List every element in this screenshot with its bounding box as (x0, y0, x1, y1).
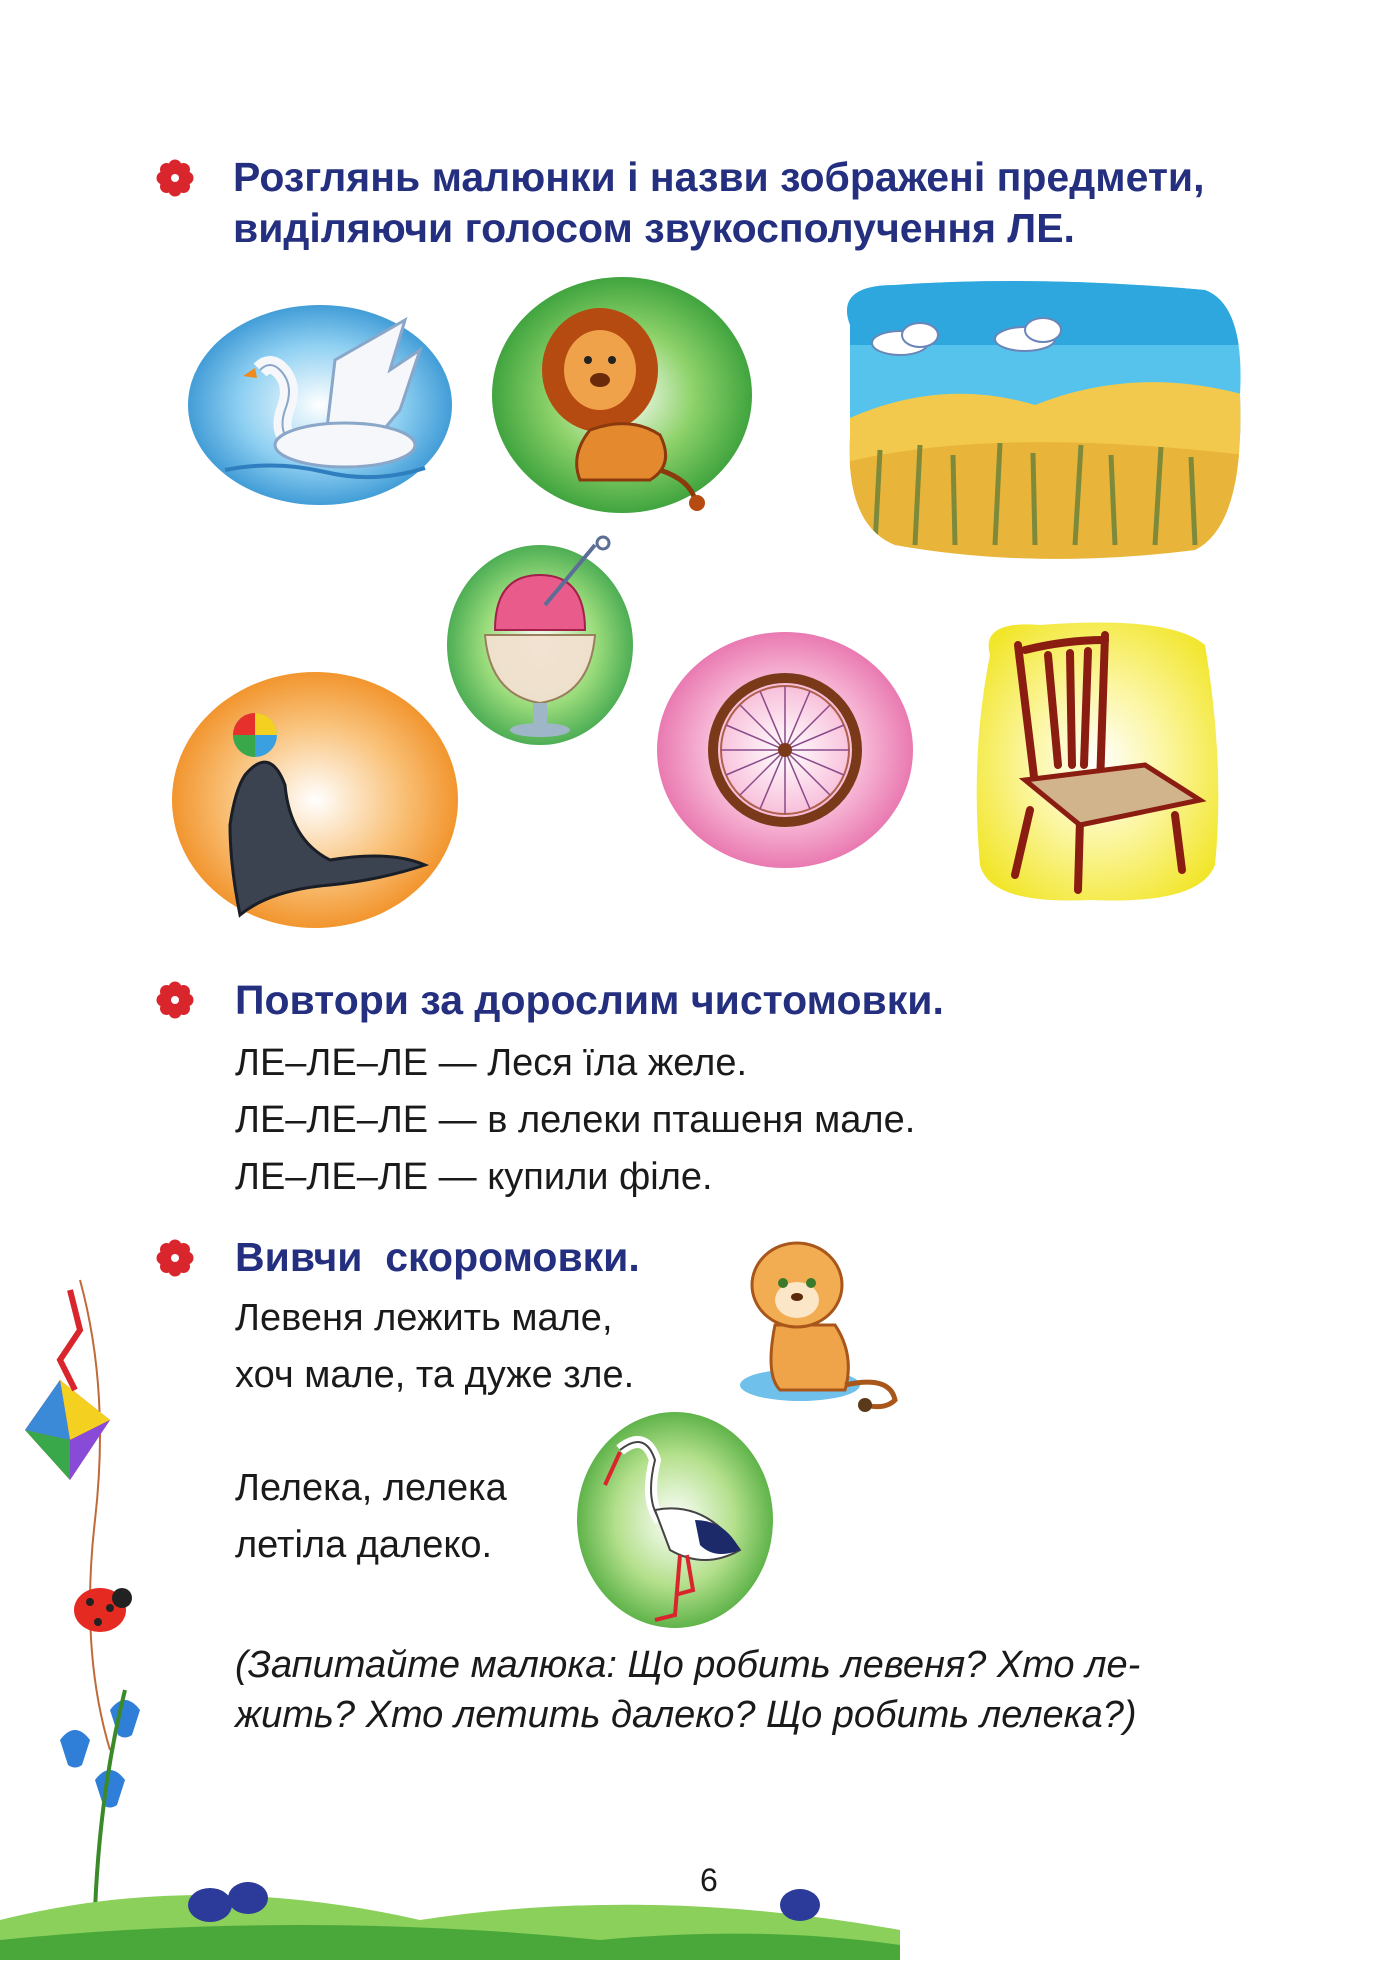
instruction-line-1: Розглянь малюнки і назви зображені предмети, (233, 154, 1205, 200)
chair-illustration (970, 615, 1225, 905)
jelly-illustration (445, 535, 635, 745)
wheel-illustration (655, 630, 915, 870)
exercise-2-lines (235, 1035, 915, 1206)
twister-2-line-1: Лелека, лелека (235, 1467, 507, 1509)
rhyme-line-2: ЛЕ–ЛЕ–ЛЕ — в лелеки пташеня мале. (235, 1099, 916, 1141)
instruction-line-2: виділяючи голосом звукосполучення ЛЕ. (233, 205, 1075, 251)
page-number: 6 (700, 1862, 718, 1898)
exercise-1-instruction (233, 152, 1333, 254)
wheat-field-illustration (835, 275, 1245, 565)
exercise-3-title: Вивчи скоромовки. (235, 1234, 640, 1280)
decorative-border (0, 1270, 900, 1960)
swan-illustration (185, 300, 455, 510)
rhyme-line-1: ЛЕ–ЛЕ–ЛЕ — Леся їла желе. (235, 1042, 748, 1084)
note-line-1: (Запитайте малюка: Що робить левеня? Хто ле- (235, 1644, 1141, 1686)
bullet-icon (155, 980, 195, 1020)
twister-1-line-1: Левеня лежить мале, (235, 1297, 613, 1339)
exercise-2-title: Повтори за дорослим чистомовки. (235, 977, 944, 1023)
kite-icon (25, 1380, 110, 1480)
ladybug-icon (74, 1588, 132, 1632)
lion-illustration (490, 275, 755, 515)
bullet-icon (155, 158, 195, 198)
bluebell-icon (60, 1700, 140, 1808)
note-line-2: жить? Хто летить далеко? Що робить лелека?) (235, 1694, 1137, 1736)
twister-1-line-2: хоч мале, та дуже зле. (235, 1354, 635, 1396)
seal-illustration (170, 665, 460, 930)
twister-2-line-2: летіла далеко. (235, 1524, 493, 1566)
rhyme-line-3: ЛЕ–ЛЕ–ЛЕ — купили філе. (235, 1156, 713, 1198)
